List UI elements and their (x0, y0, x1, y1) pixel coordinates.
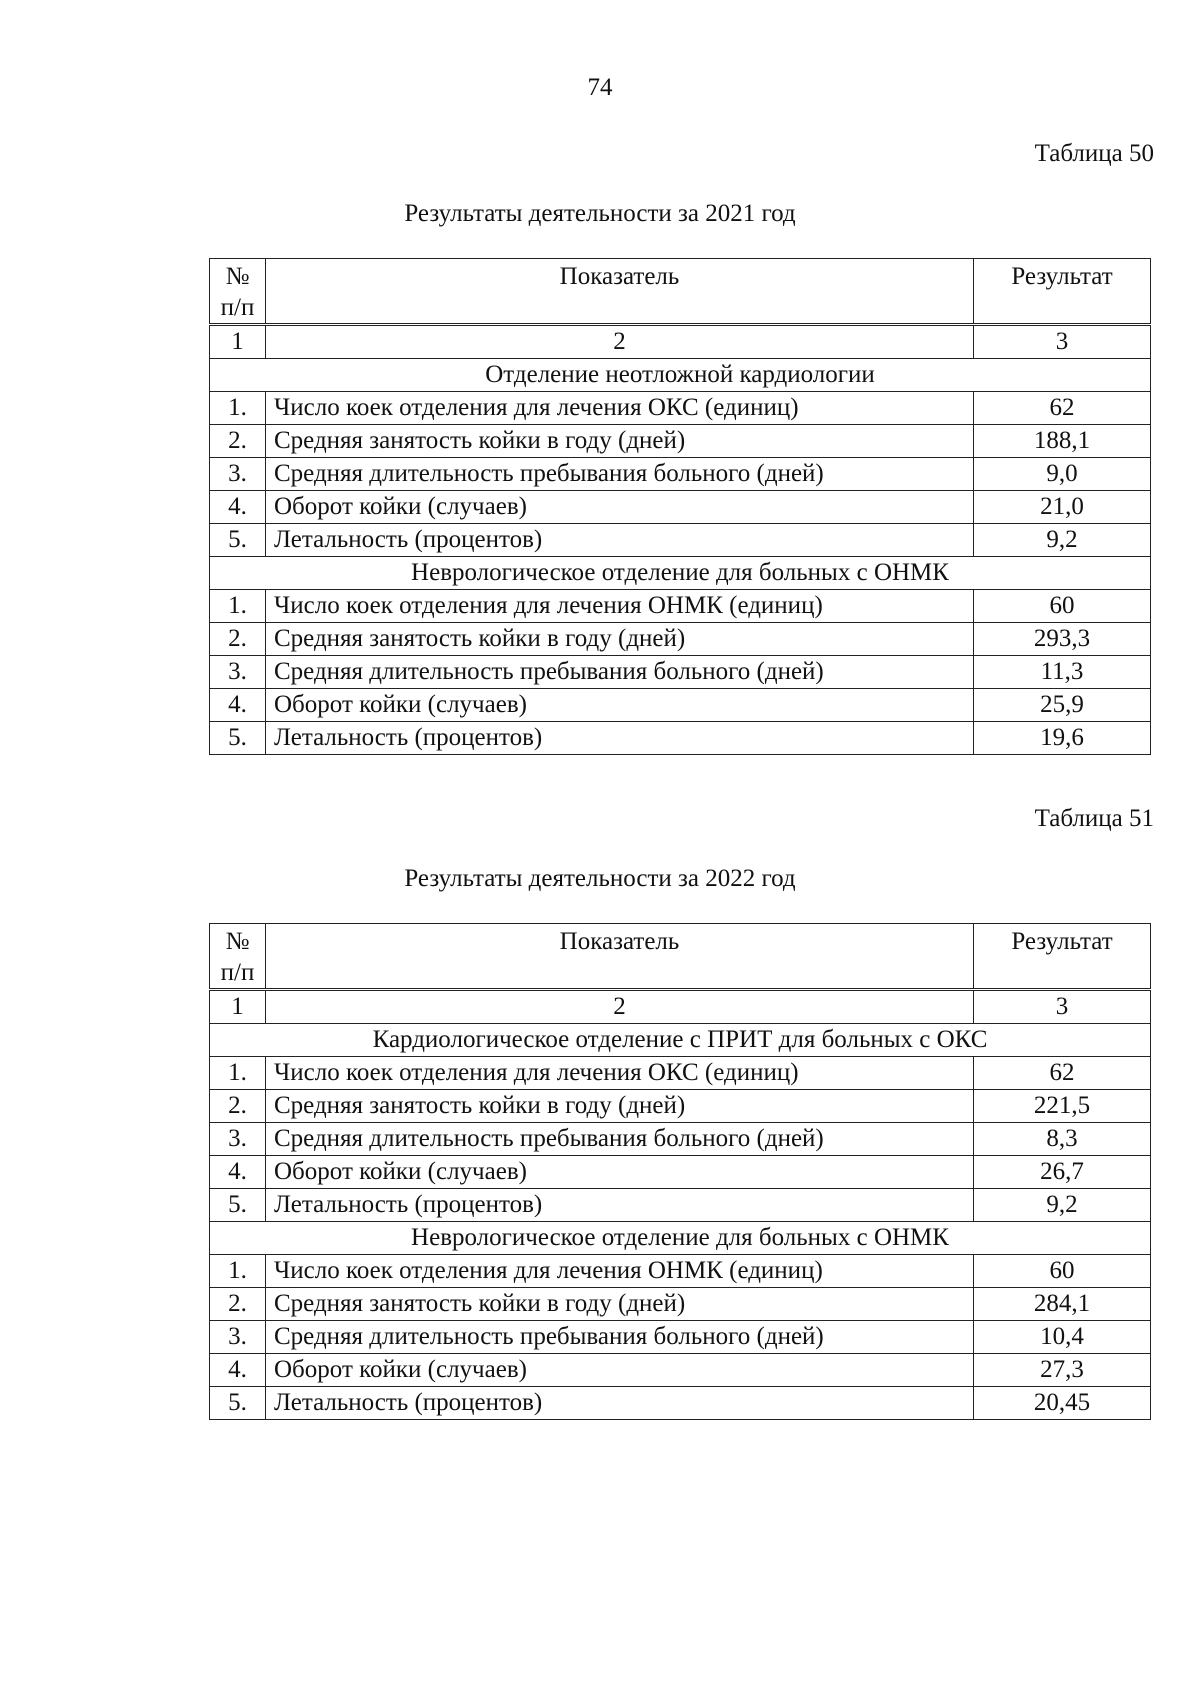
row-number-cell: 1. (210, 590, 266, 623)
indicator-cell: Средняя занятость койки в году (дней) (266, 1090, 974, 1123)
column-number-2: 2 (266, 325, 974, 359)
result-cell: 62 (974, 392, 1151, 425)
header-num-cell (210, 259, 266, 325)
indicator-cell: Оборот койки (случаев) (266, 689, 974, 722)
result-cell: 9,2 (974, 1189, 1151, 1222)
table-row (210, 722, 1151, 755)
row-number-cell: 5. (210, 1189, 266, 1222)
table-row (210, 1057, 1151, 1090)
header-row (210, 259, 1151, 325)
table-row (210, 1123, 1151, 1156)
header-indicator-cell: Показатель (266, 259, 974, 325)
row-number-cell: 2. (210, 623, 266, 656)
results-table-2021 (209, 258, 1151, 755)
row-number-cell: 5. (210, 1387, 266, 1420)
table-label: Таблица 51 (1034, 805, 1154, 832)
indicator-cell: Число коек отделения для лечения ОКС (единиц) (266, 392, 974, 425)
row-number-cell: 2. (210, 1090, 266, 1123)
header-num-line1: № (225, 928, 250, 955)
result-cell: 25,9 (974, 689, 1151, 722)
column-number-1: 1 (210, 325, 266, 359)
table-row (210, 1288, 1151, 1321)
indicator-cell: Оборот койки (случаев) (266, 491, 974, 524)
table-row (210, 1387, 1151, 1420)
indicator-cell: Число коек отделения для лечения ОНМК (единиц) (266, 1255, 974, 1288)
result-cell: 27,3 (974, 1354, 1151, 1387)
indicator-cell: Средняя занятость койки в году (дней) (266, 1288, 974, 1321)
section-row (210, 557, 1151, 590)
section-row (210, 1024, 1151, 1057)
row-number-cell: 2. (210, 1288, 266, 1321)
section-row (210, 1222, 1151, 1255)
result-cell: 188,1 (974, 425, 1151, 458)
column-numbers-row (210, 325, 1151, 359)
indicator-cell: Средняя длительность пребывания больного (дней) (266, 656, 974, 689)
indicator-cell: Средняя длительность пребывания больного (дней) (266, 1321, 974, 1354)
table-row (210, 1354, 1151, 1387)
row-number-cell: 4. (210, 1156, 266, 1189)
result-cell: 9,2 (974, 524, 1151, 557)
column-number-3: 3 (974, 325, 1151, 359)
indicator-cell: Оборот койки (случаев) (266, 1354, 974, 1387)
table-header (210, 259, 1151, 359)
table-row (210, 1321, 1151, 1354)
header-result-cell: Результат (974, 259, 1151, 325)
result-cell: 8,3 (974, 1123, 1151, 1156)
table-row (210, 590, 1151, 623)
results-table-2022 (209, 923, 1151, 1420)
result-cell: 26,7 (974, 1156, 1151, 1189)
result-cell: 21,0 (974, 491, 1151, 524)
row-number-cell: 3. (210, 458, 266, 491)
row-number-cell: 4. (210, 491, 266, 524)
table-body (210, 1024, 1151, 1420)
result-cell: 221,5 (974, 1090, 1151, 1123)
row-number-cell: 1. (210, 1255, 266, 1288)
table-row (210, 1090, 1151, 1123)
header-result-cell: Результат (974, 924, 1151, 990)
result-cell: 293,3 (974, 623, 1151, 656)
table-row (210, 392, 1151, 425)
table-row (210, 1156, 1151, 1189)
row-number-cell: 5. (210, 524, 266, 557)
result-cell: 11,3 (974, 656, 1151, 689)
section-row (210, 359, 1151, 392)
header-num-line1: № (225, 263, 250, 290)
header-num-cell (210, 924, 266, 990)
table-caption: Результаты деятельности за 2021 год (404, 200, 796, 227)
indicator-cell: Число коек отделения для лечения ОКС (единиц) (266, 1057, 974, 1090)
row-number-cell: 4. (210, 1354, 266, 1387)
section-title: Кардиологическое отделение с ПРИТ для больных с ОКС (210, 1024, 1151, 1057)
header-num-line2: п/п (220, 959, 255, 986)
section-title: Отделение неотложной кардиологии (210, 359, 1151, 392)
row-number-cell: 3. (210, 1321, 266, 1354)
table-row (210, 491, 1151, 524)
indicator-cell: Число коек отделения для лечения ОНМК (единиц) (266, 590, 974, 623)
table-row (210, 623, 1151, 656)
column-number-2: 2 (266, 990, 974, 1024)
section-title: Неврологическое отделение для больных с ОНМК (210, 1222, 1151, 1255)
table-row (210, 425, 1151, 458)
indicator-cell: Средняя занятость койки в году (дней) (266, 623, 974, 656)
result-cell: 60 (974, 590, 1151, 623)
result-cell: 20,45 (974, 1387, 1151, 1420)
indicator-cell: Средняя занятость койки в году (дней) (266, 425, 974, 458)
section-title: Неврологическое отделение для больных с ОНМК (210, 557, 1151, 590)
result-cell: 284,1 (974, 1288, 1151, 1321)
header-row (210, 924, 1151, 990)
header-num-line2: п/п (220, 294, 255, 321)
indicator-cell: Летальность (процентов) (266, 524, 974, 557)
table-body (210, 359, 1151, 755)
table-row (210, 656, 1151, 689)
row-number-cell: 5. (210, 722, 266, 755)
row-number-cell: 4. (210, 689, 266, 722)
indicator-cell: Летальность (процентов) (266, 1387, 974, 1420)
result-cell: 60 (974, 1255, 1151, 1288)
result-cell: 62 (974, 1057, 1151, 1090)
result-cell: 19,6 (974, 722, 1151, 755)
indicator-cell: Летальность (процентов) (266, 1189, 974, 1222)
row-number-cell: 1. (210, 1057, 266, 1090)
table-row (210, 524, 1151, 557)
page-number: 74 (587, 74, 613, 101)
column-number-3: 3 (974, 990, 1151, 1024)
row-number-cell: 3. (210, 656, 266, 689)
indicator-cell: Средняя длительность пребывания больного (дней) (266, 458, 974, 491)
header-indicator-cell: Показатель (266, 924, 974, 990)
result-cell: 9,0 (974, 458, 1151, 491)
table-label: Таблица 50 (1034, 140, 1154, 167)
column-numbers-row (210, 990, 1151, 1024)
table-header (210, 924, 1151, 1024)
table-row (210, 1189, 1151, 1222)
table-caption: Результаты деятельности за 2022 год (404, 865, 796, 892)
indicator-cell: Летальность (процентов) (266, 722, 974, 755)
table-row (210, 1255, 1151, 1288)
row-number-cell: 1. (210, 392, 266, 425)
indicator-cell: Оборот койки (случаев) (266, 1156, 974, 1189)
row-number-cell: 2. (210, 425, 266, 458)
result-cell: 10,4 (974, 1321, 1151, 1354)
row-number-cell: 3. (210, 1123, 266, 1156)
table-row (210, 458, 1151, 491)
column-number-1: 1 (210, 990, 266, 1024)
indicator-cell: Средняя длительность пребывания больного (дней) (266, 1123, 974, 1156)
table-row (210, 689, 1151, 722)
